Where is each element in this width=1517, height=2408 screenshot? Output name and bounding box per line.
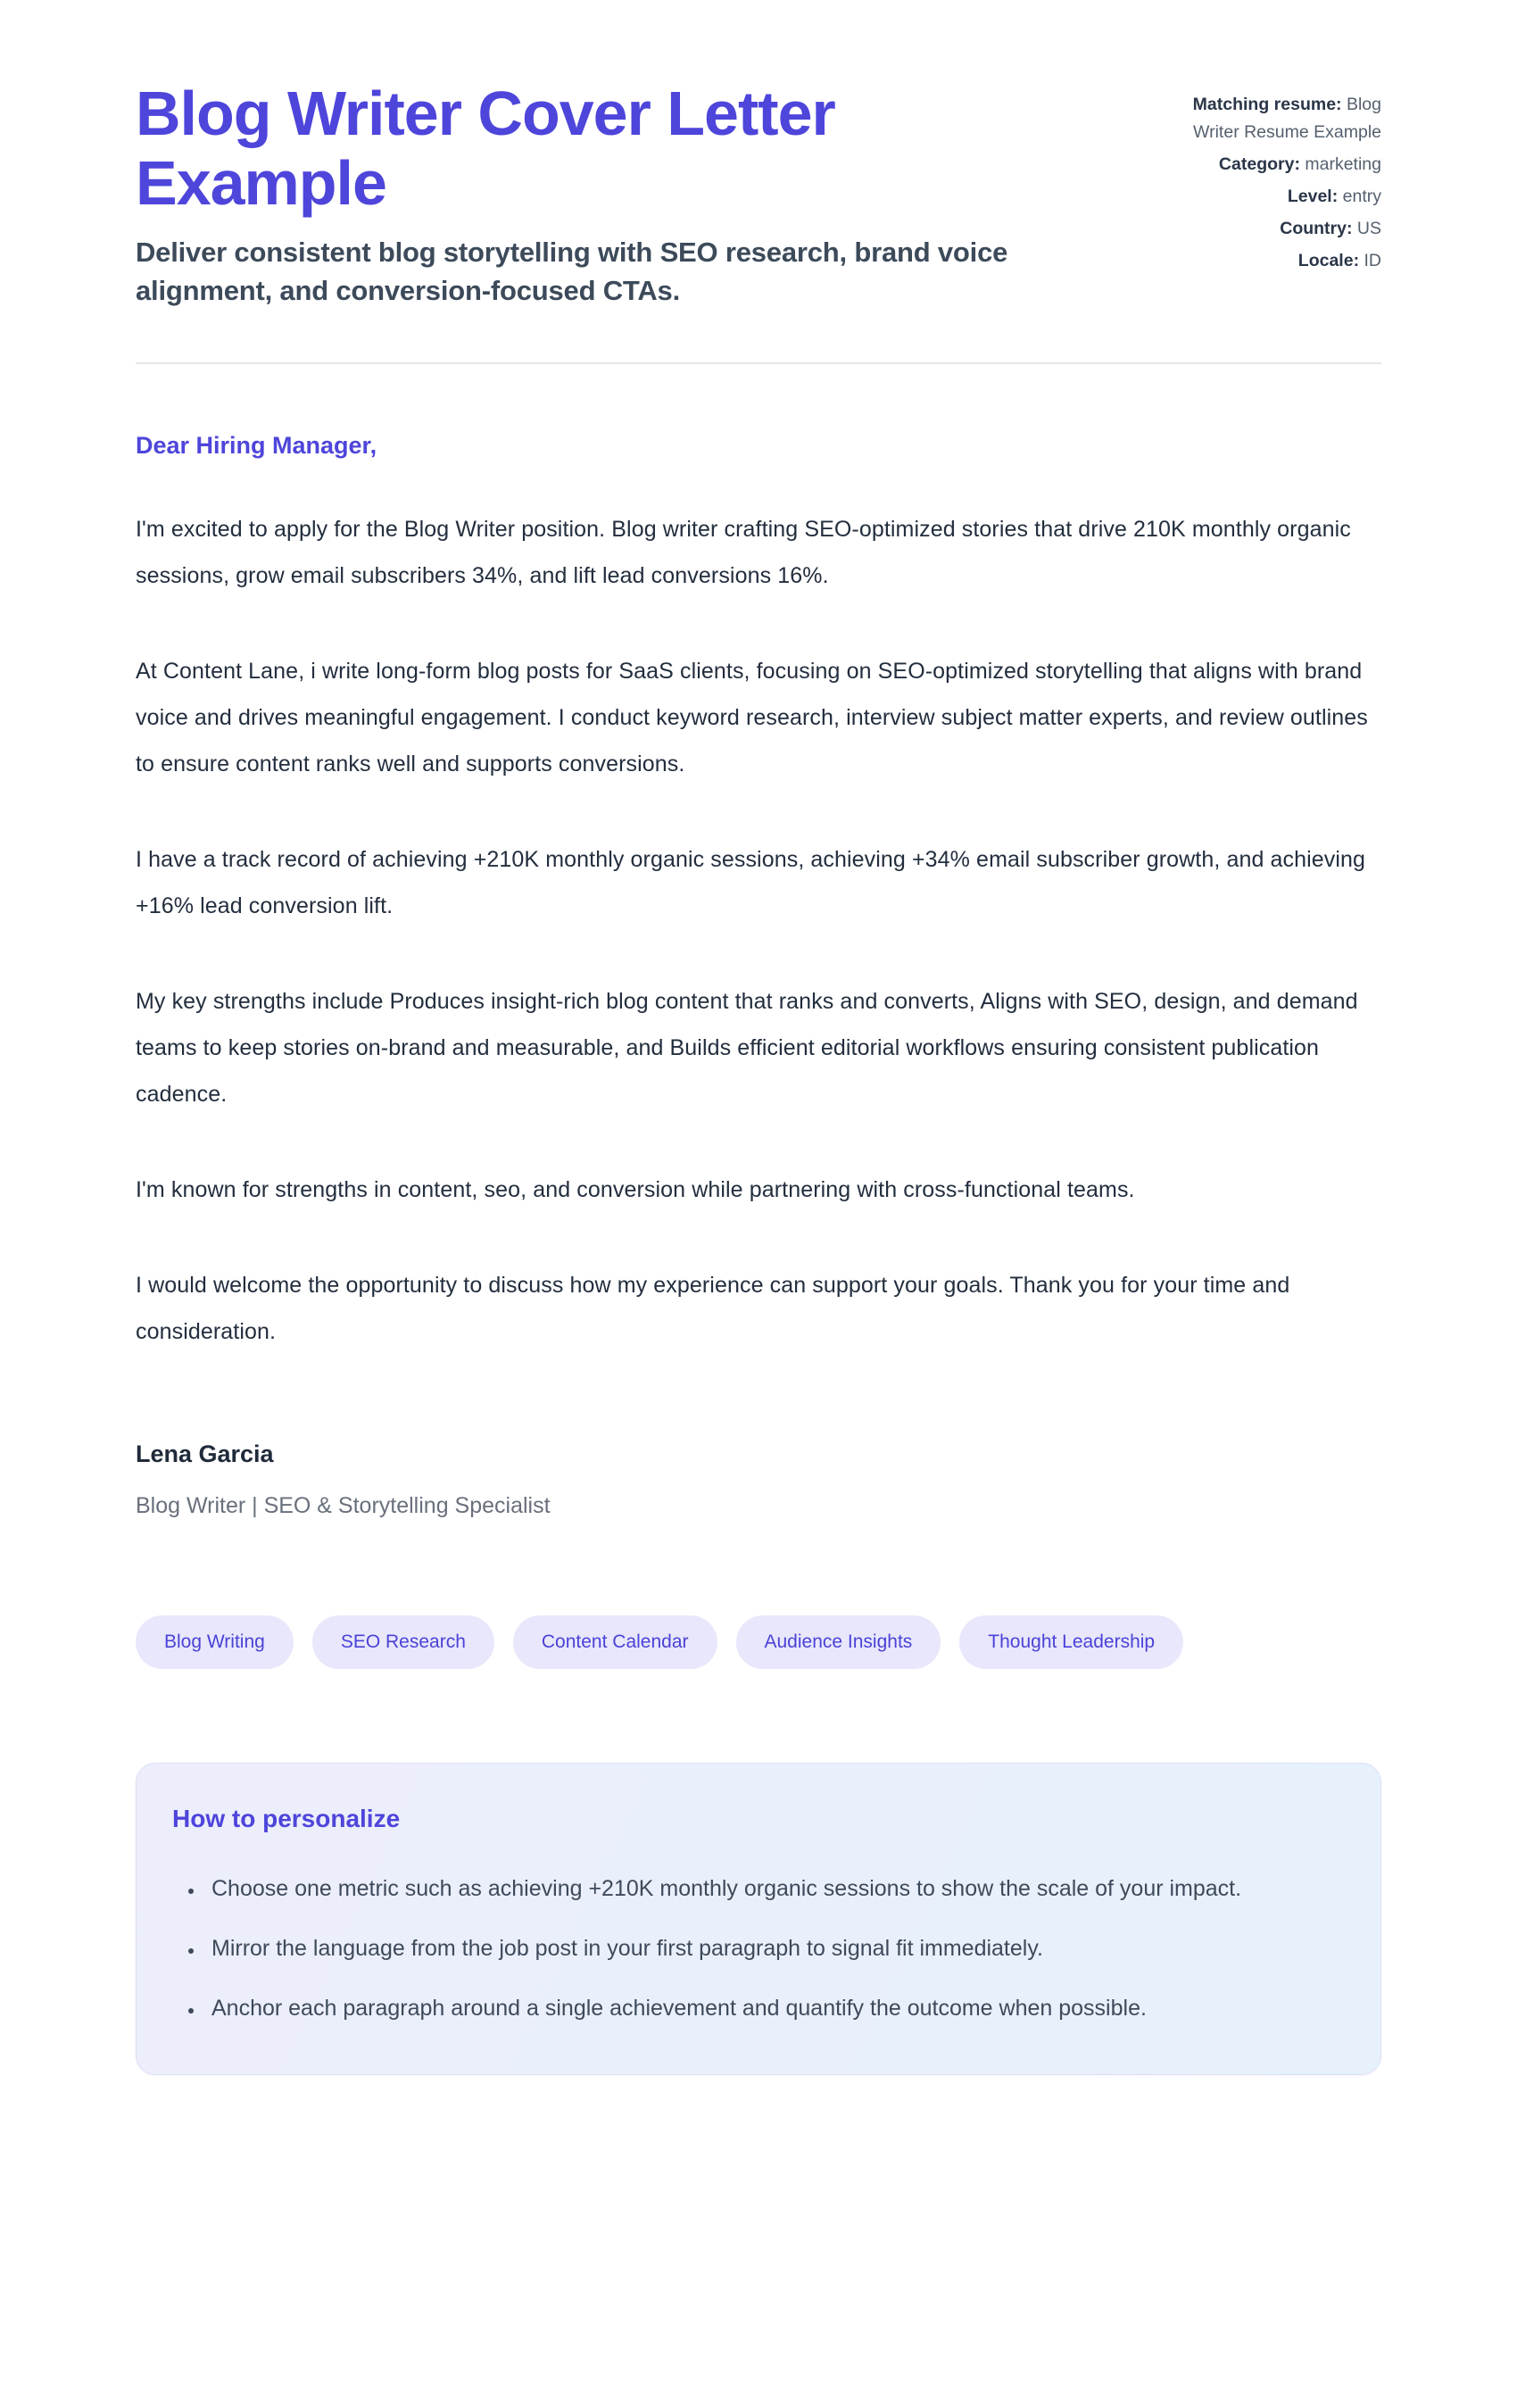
meta-row-category	[1187, 151, 1381, 179]
meta-value: marketing	[1305, 154, 1381, 174]
personalize-heading: How to personalize	[172, 1804, 401, 1832]
meta-value: entry	[1342, 187, 1381, 206]
cover-letter-body	[136, 432, 1381, 1519]
tag-pill-blog-writing: Blog Writing	[136, 1615, 294, 1669]
personalize-card	[136, 1763, 1381, 2075]
page-title: Blog Writer Cover Letter Example	[136, 79, 835, 219]
meta-label: Matching resume:	[1192, 95, 1342, 114]
personalize-bullet-3: • Anchor each paragraph around a single achievement and quantify the outcome when possible.	[204, 1985, 1345, 2031]
meta-row-level	[1187, 183, 1381, 211]
header	[136, 79, 1381, 311]
personalize-bullet-1: • Choose one metric such as achieving +210K monthly organic sessions to show the scale of your impact.	[204, 1865, 1345, 1912]
meta-label: Category:	[1218, 154, 1300, 174]
meta-label: Level:	[1287, 187, 1339, 206]
meta-row-matching-resume	[1187, 91, 1381, 146]
tag-pill-content-calendar: Content Calendar	[513, 1615, 717, 1669]
meta-label: Country:	[1280, 219, 1353, 238]
tag-pill-seo-research: SEO Research	[312, 1615, 494, 1669]
salutation: Dear Hiring Manager,	[136, 431, 377, 459]
meta-label: Locale:	[1297, 251, 1360, 270]
signature-name: Lena Garcia	[136, 1440, 274, 1467]
page-subtitle: Deliver consistent blog storytelling with SEO research, brand voice alignment, and conversion-focused CTAs.	[136, 236, 1008, 307]
letter-paragraph-3: I have a track record of achieving +210K monthly organic sessions, achieving +34% email subscriber growth, and achieving +16% lead conversion lift.	[136, 846, 1366, 918]
tag-pill-thought-leadership: Thought Leadership	[959, 1615, 1183, 1669]
personalize-list	[172, 1865, 1345, 2031]
signature-role: Blog Writer | SEO & Storytelling Specialist	[136, 1492, 551, 1518]
letter-paragraph-5: I'm known for strengths in content, seo, and conversion while partnering with cross-functional teams.	[136, 1176, 1135, 1202]
meta-row-country	[1187, 215, 1381, 243]
header-title-block	[136, 79, 1037, 311]
letter-paragraph-2: At Content Lane, i write long-form blog posts for SaaS clients, focusing on SEO-optimized storytelling that aligns with brand voice and drives meaningful engagement. I conduct keyword research, interview subject matter experts, and review outlines to ensure content ranks well and supports conversions.	[136, 658, 1368, 776]
meta-row-locale	[1187, 247, 1381, 275]
skill-tag-list	[136, 1615, 1381, 1669]
page-container	[136, 0, 1381, 2075]
letter-paragraph-6: I would welcome the opportunity to discuss how my experience can support your goals. Thank you for your time and consideration.	[136, 1272, 1290, 1344]
personalize-bullet-2: • Mirror the language from the job post in your first paragraph to signal fit immediately.	[204, 1925, 1345, 1972]
tag-pill-audience-insights: Audience Insights	[736, 1615, 941, 1669]
meta-value: US	[1356, 219, 1381, 238]
meta-value: Blog Writer Resume Example	[1193, 95, 1381, 142]
letter-paragraph-1: I'm excited to apply for the Blog Writer position. Blog writer crafting SEO-optimized stories that drive 210K monthly organic sessions, grow email subscribers 34%, and lift lead conversions 16%.	[136, 516, 1351, 588]
meta-value: ID	[1364, 251, 1381, 270]
letter-paragraph-4: My key strengths include Produces insight-rich blog content that ranks and converts, Aligns with SEO, design, and demand teams to keep stories on-brand and measurable, and Builds efficient editorial workflows ensuring consistent publication cadence.	[136, 988, 1358, 1107]
header-divider	[136, 362, 1381, 364]
meta-panel	[1187, 91, 1381, 279]
